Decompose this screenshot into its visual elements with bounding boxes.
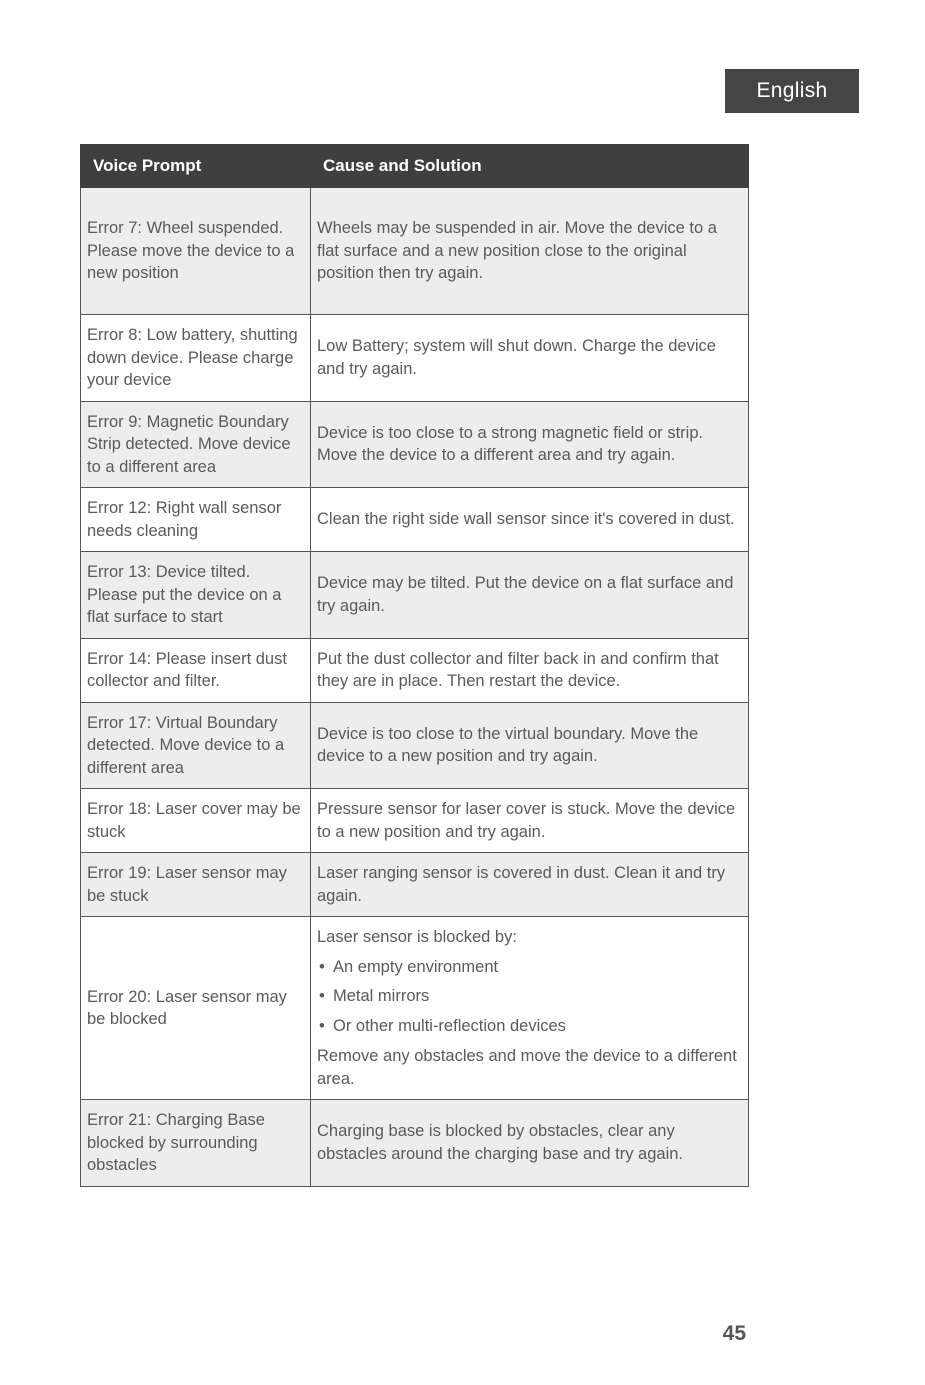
column-header-cause-solution: Cause and Solution (311, 145, 749, 188)
table-row (81, 853, 749, 917)
solution-outro: Remove any obstacles and move the device to a different area. (317, 1047, 737, 1088)
voice-prompt-cell: Error 7: Wheel suspended. Please move the device to a new position (81, 188, 311, 315)
voice-prompt-cell: Error 19: Laser sensor may be stuck (81, 853, 311, 917)
cause-solution-cell: Device is too close to a strong magnetic field or strip. Move the device to a different area and try again. (311, 401, 749, 488)
voice-prompt-cell: Error 8: Low battery, shutting down device. Please charge your device (81, 315, 311, 402)
cause-solution-cell: Wheels may be suspended in air. Move the device to a flat surface and a new position close to the original position then try again. (311, 188, 749, 315)
voice-prompt-cell: Error 13: Device tilted. Please put the device on a flat surface to start (81, 552, 311, 639)
bullet-icon: • (319, 957, 325, 976)
voice-prompt-cell: Error 21: Charging Base blocked by surrounding obstacles (81, 1100, 311, 1187)
cause-solution-cell: Laser ranging sensor is covered in dust. Clean it and try again. (311, 853, 749, 917)
voice-prompt-cell: Error 14: Please insert dust collector and filter. (81, 638, 311, 702)
table-row (81, 789, 749, 853)
page-number: 45 (722, 1322, 746, 1345)
bullet-text: Or other multi-reflection devices (333, 1016, 566, 1035)
table-row (81, 1100, 749, 1187)
table-row (81, 552, 749, 639)
bullet-text: Metal mirrors (333, 987, 430, 1005)
cause-solution-cell: Clean the right side wall sensor since it's covered in dust. (311, 488, 749, 552)
bullet-icon: • (319, 987, 325, 1005)
table-row (81, 488, 749, 552)
cause-solution-cell: Pressure sensor for laser cover is stuck. Move the device to a new position and try again. (311, 789, 749, 853)
solution-intro: Laser sensor is blocked by: (317, 928, 517, 946)
bullet-icon: • (319, 1016, 325, 1035)
column-header-voice-prompt: Voice Prompt (81, 145, 311, 188)
cause-solution-cell: Put the dust collector and filter back in and confirm that they are in place. Then restart the device. (311, 638, 749, 702)
table-header-row (81, 145, 749, 188)
cause-solution-cell: Low Battery; system will shut down. Charge the device and try again. (311, 315, 749, 402)
table-row (81, 315, 749, 402)
list-item (317, 1012, 742, 1042)
voice-prompt-cell: Error 9: Magnetic Boundary Strip detected. Move device to a different area (81, 401, 311, 488)
table-row (81, 401, 749, 488)
table-row (81, 188, 749, 315)
cause-solution-cell: Device is too close to the virtual boundary. Move the device to a new position and try again. (311, 702, 749, 789)
table-row (81, 702, 749, 789)
cause-solution-cell (311, 917, 749, 1100)
error-prompts-table (80, 144, 749, 1187)
voice-prompt-cell: Error 18: Laser cover may be stuck (81, 789, 311, 853)
cause-solution-cell: Charging base is blocked by obstacles, clear any obstacles around the charging base and try again. (311, 1100, 749, 1187)
voice-prompt-cell: Error 17: Virtual Boundary detected. Move device to a different area (81, 702, 311, 789)
cause-solution-cell: Device may be tilted. Put the device on a flat surface and try again. (311, 552, 749, 639)
bullet-text: An empty environment (333, 957, 499, 976)
table-row (81, 638, 749, 702)
language-tab: English (725, 69, 859, 113)
voice-prompt-cell: Error 12: Right wall sensor needs cleaning (81, 488, 311, 552)
list-item (317, 953, 742, 983)
voice-prompt-cell: Error 20: Laser sensor may be blocked (81, 917, 311, 1100)
table-row (81, 917, 749, 1100)
solution-bullet-list (317, 953, 742, 1042)
list-item (317, 982, 742, 1012)
